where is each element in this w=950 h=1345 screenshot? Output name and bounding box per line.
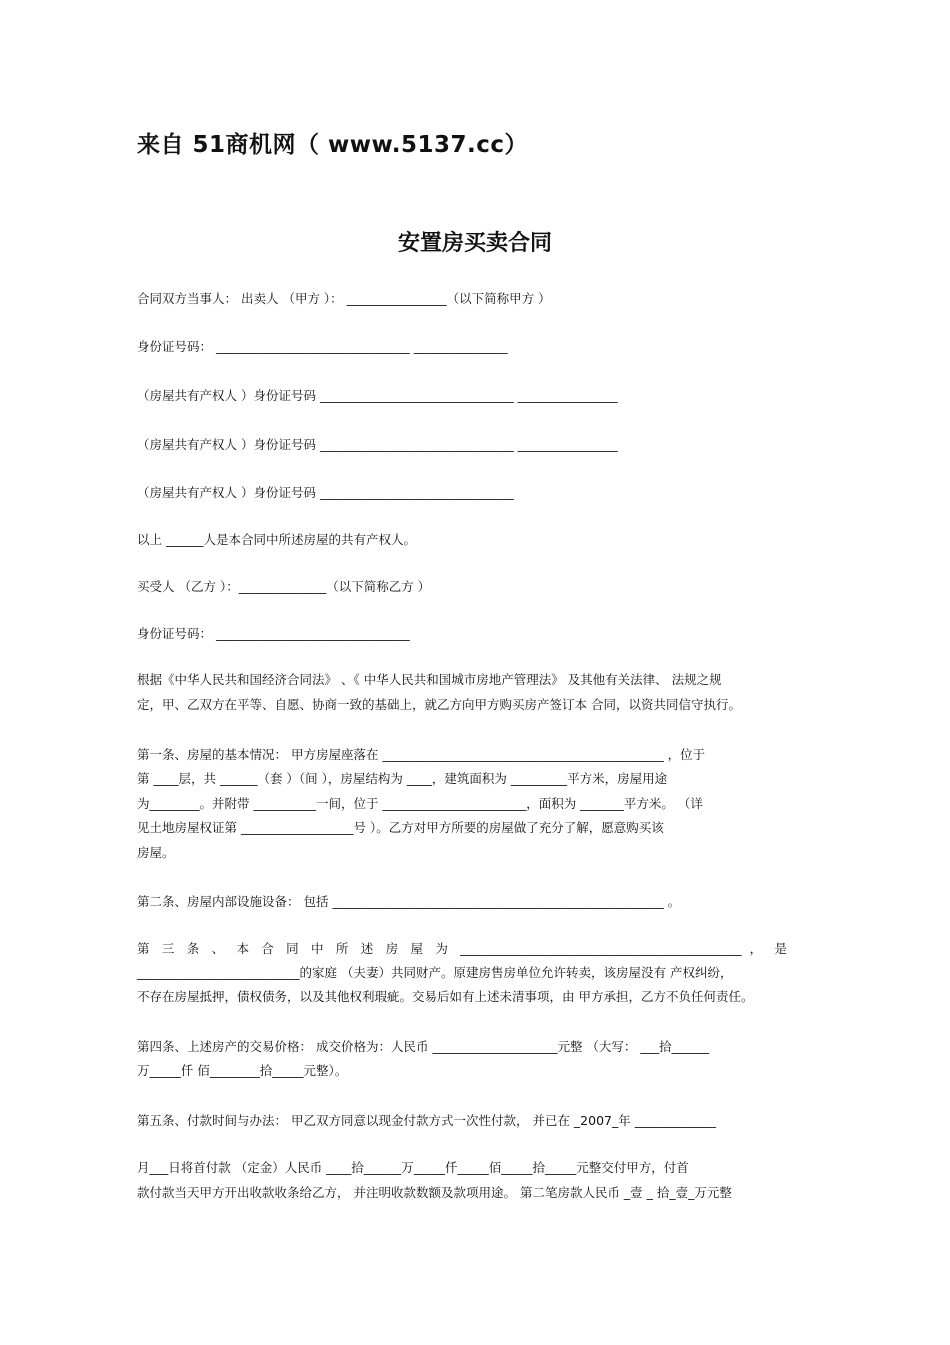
source-header: 来自 51商机网（ www.5137.cc） (137, 132, 529, 158)
party-buyer-line: 买受人 （乙方 ）：______________（以下简称乙方 ） (137, 579, 431, 594)
article-4-line-2: 万_____仟 佰________拾_____元整）。 (137, 1063, 348, 1078)
article-5-line-2: 月___日将首付款 （定金）人民币 ____拾______万_____仟_____佰_____拾_____元整交付甲方，付首 (137, 1160, 689, 1175)
co-owner-id-line-2: （房屋共有产权人 ）身份证号码 _______________________________ ________________ (137, 437, 618, 452)
article-1-line-5: 房屋。 (137, 845, 175, 860)
article-5-line-3: 款付款当天甲方开出收款收条给乙方， 并注明收款数额及款项用途。 第二笔房款人民币 _壹 _ 拾_壹_万元整 (137, 1185, 732, 1200)
article-2-line: 第二条、房屋内部设施设备： 包括 _____________________________________________________ 。 (137, 894, 681, 909)
article-3-line-1: 第 三 条 、 本 合 同 中 所 述 房 屋 为 _____________________________________________ ， 是 (137, 941, 787, 956)
article-1-line-3: 为________。并附带 __________一间，位于 _______________________，面积为 _______平方米。 （详 (137, 796, 703, 811)
co-owner-id-line-1: （房屋共有产权人 ）身份证号码 _______________________________ ________________ (137, 388, 618, 403)
preamble-line-2: 定，甲、乙双方在平等、自愿、协商一致的基础上，就乙方向甲方购买房产签订本 合同，以资共同信守执行。 (137, 697, 741, 712)
article-5-line-1: 第五条、付款时间与办法： 甲乙双方同意以现金付款方式一次性付款， 并已在 _2007_年 _____________ (137, 1113, 716, 1128)
contract-title: 安置房买卖合同 (397, 231, 552, 256)
article-1-line-1: 第一条、房屋的基本情况： 甲方房屋座落在 _____________________________________________ ，位于 (137, 747, 706, 762)
article-3-line-2: __________________________的家庭 （夫妻）共同财产。原建房售房单位允许转卖，该房屋没有 产权纠纷， (137, 965, 733, 980)
article-1-line-4: 见土地房屋权证第 __________________号 ）。乙方对甲方所要的房屋做了充分了解，愿意购买该 (137, 820, 664, 835)
party-seller-line: 合同双方当事人： 出卖人 （甲方 ）： ________________（以下简称甲方 ） (137, 291, 551, 306)
co-owner-id-line-3: （房屋共有产权人 ）身份证号码 _______________________________ (137, 485, 514, 500)
seller-id-line: 身份证号码： _______________________________ _______________ (137, 339, 508, 354)
article-3-line-3: 不存在房屋抵押，债权债务，以及其他权利瑕疵。交易后如有上述未清事项，由 甲方承担，乙方不负任何责任。 (137, 989, 754, 1004)
article-1-line-2: 第 ____层，共 ______（套 ）（间 ），房屋结构为 ____，建筑面积为 _________平方米，房屋用途 (137, 771, 668, 786)
preamble-line-1: 根据《中华人民共和国经济合同法》 、《 中华人民共和国城市房地产管理法》 及其他有关法律、 法规之规 (137, 672, 722, 687)
article-4-line-1: 第四条、上述房产的交易价格： 成交价格为：人民币 ____________________元整 （大写： ___拾______ (137, 1039, 710, 1054)
buyer-id-line: 身份证号码： _______________________________ (137, 626, 410, 641)
co-owner-count-line: 以上 ______人是本合同中所述房屋的共有产权人。 (137, 532, 416, 547)
